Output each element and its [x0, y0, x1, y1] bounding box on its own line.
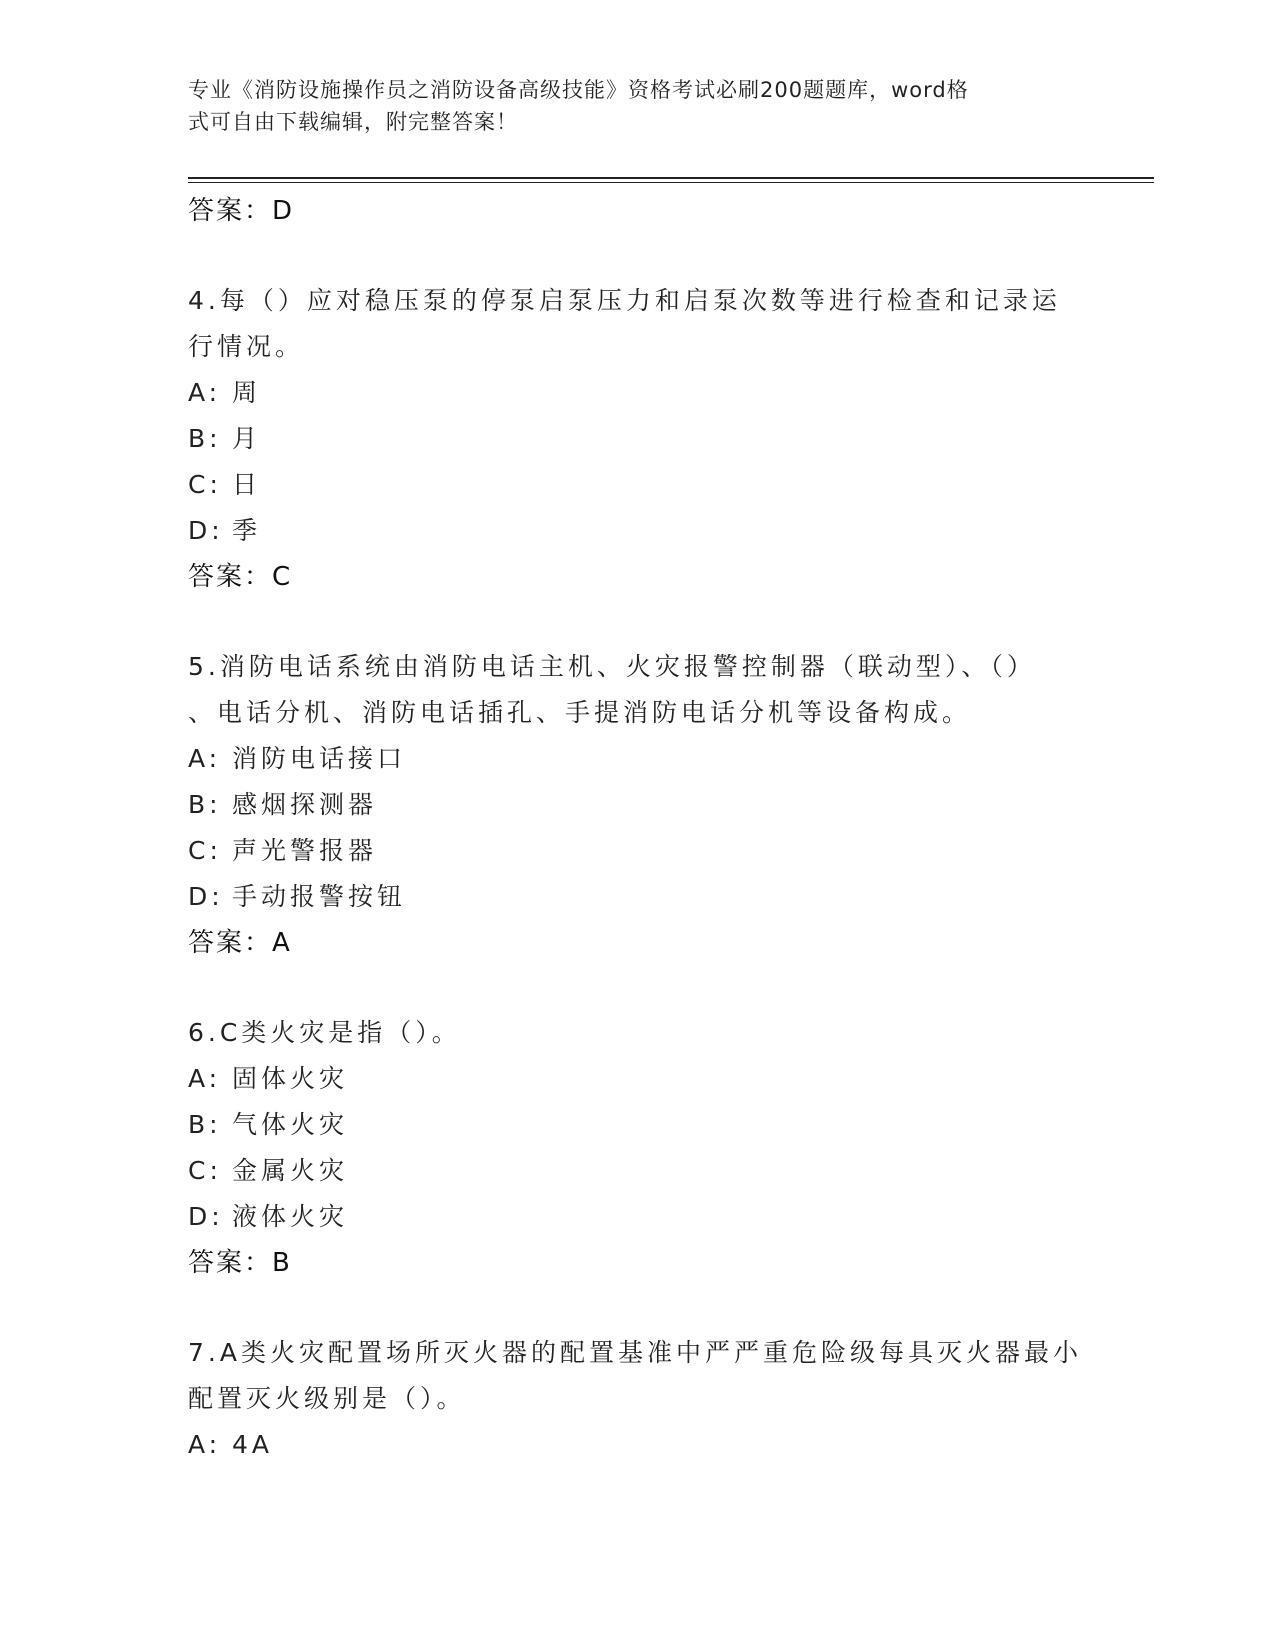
question-text-line-2: 行情况。 [188, 332, 305, 361]
question-text-line-2: 配置灭火级别是（）。 [188, 1384, 466, 1413]
option-text: 月 [232, 424, 262, 453]
answer: 答案：C [188, 562, 293, 592]
question-4 [188, 278, 1088, 600]
option-key: D: [188, 882, 224, 911]
option-key: C: [188, 836, 222, 865]
option-text: 周 [232, 378, 262, 407]
previous-answer: 答案：D [188, 196, 295, 226]
option-text: 固体火灾 [232, 1064, 349, 1093]
option-d [188, 874, 1088, 920]
answer: 答案：A [188, 928, 292, 958]
option-text: 季 [232, 516, 262, 545]
option-c [188, 828, 1088, 874]
question-text-line-1: 5.消防电话系统由消防电话主机、火灾报警控制器（联动型）、（） [188, 652, 1036, 681]
option-key: B: [188, 424, 222, 453]
header-line-2: 式可自由下载编辑，附完整答案！ [188, 110, 518, 134]
option-d [188, 508, 1088, 554]
option-key: D: [188, 516, 224, 545]
option-text: 4A [232, 1430, 274, 1459]
option-text: 液体火灾 [232, 1202, 349, 1231]
option-key: A: [188, 378, 222, 407]
option-key: A: [188, 1430, 222, 1459]
option-text: 金属火灾 [232, 1156, 349, 1185]
option-key: A: [188, 744, 222, 773]
option-text: 感烟探测器 [232, 790, 378, 819]
option-text: 声光警报器 [232, 836, 378, 865]
option-c [188, 1148, 1088, 1194]
option-a [188, 1056, 1088, 1102]
question-text-line-1: 4.每（）应对稳压泵的停泵启泵压力和启泵次数等进行检查和记录运 [188, 286, 1061, 315]
option-a [188, 370, 1088, 416]
header-divider-thin [188, 182, 1154, 183]
option-b [188, 1102, 1088, 1148]
option-text: 日 [232, 470, 262, 499]
header-divider-thick [188, 177, 1154, 179]
option-key: B: [188, 1110, 222, 1139]
option-key: D: [188, 1202, 224, 1231]
question-list [188, 188, 1088, 1468]
header-line-1: 专业《消防设施操作员之消防设备高级技能》资格考试必刷200题题库，word格 [188, 78, 969, 102]
option-key: A: [188, 1064, 222, 1093]
option-a [188, 1422, 1088, 1468]
option-key: B: [188, 790, 222, 819]
option-b [188, 782, 1088, 828]
option-text: 气体火灾 [232, 1110, 349, 1139]
question-6 [188, 1010, 1088, 1286]
question-text-line-2: 、电话分机、消防电话插孔、手提消防电话分机等设备构成。 [188, 698, 972, 727]
question-7 [188, 1330, 1088, 1468]
option-key: C: [188, 1156, 222, 1185]
option-text: 消防电话接口 [232, 744, 407, 773]
question-5 [188, 644, 1088, 966]
document-header [188, 74, 1068, 138]
option-d [188, 1194, 1088, 1240]
option-c [188, 462, 1088, 508]
option-key: C: [188, 470, 222, 499]
option-b [188, 416, 1088, 462]
option-a [188, 736, 1088, 782]
option-text: 手动报警按钮 [232, 882, 407, 911]
question-text-line-1: 7.A类火灾配置场所灭火器的配置基准中严严重危险级每具灭火器最小 [188, 1338, 1082, 1367]
answer: 答案：B [188, 1248, 292, 1278]
question-text-line-1: 6.C类火灾是指（）。 [188, 1018, 461, 1047]
